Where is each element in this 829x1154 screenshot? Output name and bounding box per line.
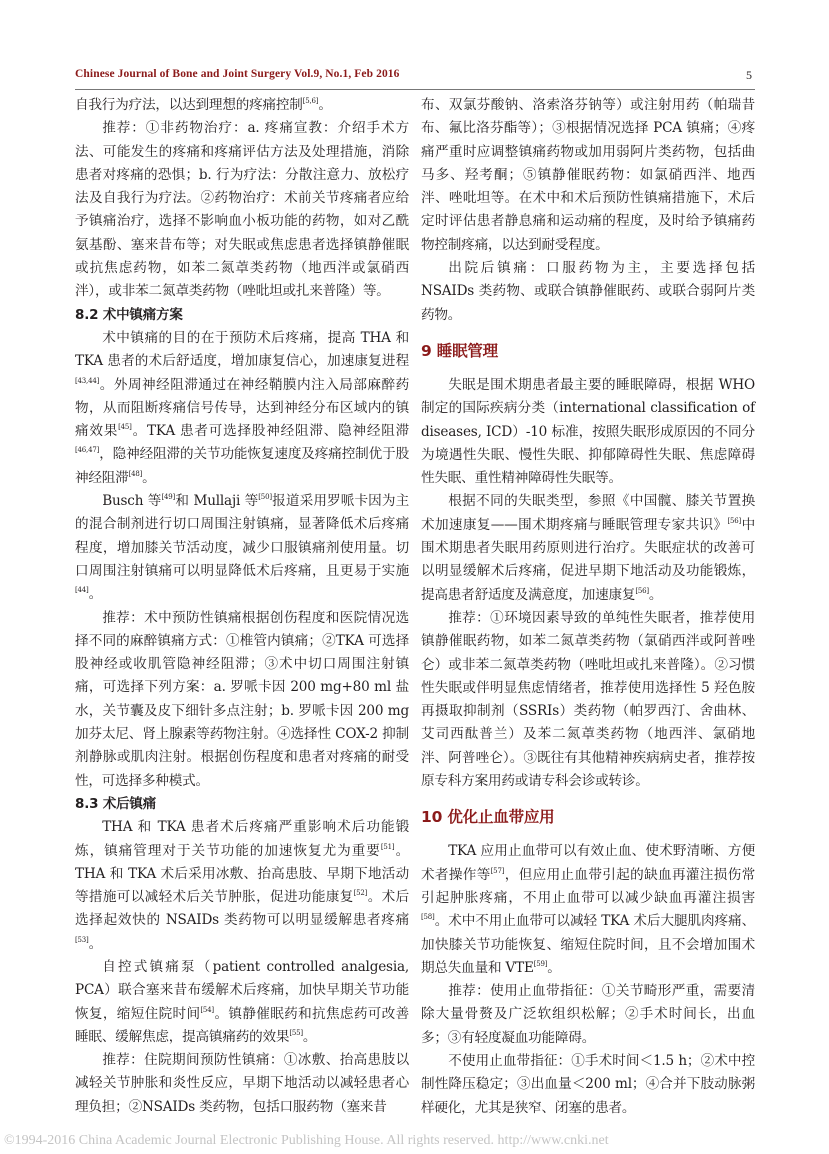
text-run: 。镇静催眠药和抗焦虑药可改善睡眠、缓解焦虑，提高镇痛药的效果 — [75, 1005, 410, 1045]
text-run: 10 优化止血带应用 — [421, 808, 555, 827]
page-number: 5 — [746, 68, 752, 82]
text-run: 。 — [648, 586, 663, 603]
section-heading — [75, 304, 409, 327]
citation-ref: [58] — [421, 913, 435, 922]
text-run: 失眠是围术期患者最主要的睡眠障碍，根据 WHO 制定的国际疾病分类（international classification of diseases, ICD）-10 标准，按照失眠形成原因的不同分为境遇性失眠、慢性失眠、抑郁障碍性失眠、焦虑障碍性失眠、重性精神障碍性失眠等。 — [421, 376, 755, 487]
paragraph — [421, 94, 755, 257]
paragraph — [75, 117, 409, 303]
citation-ref: [57] — [490, 866, 505, 875]
header-rule — [75, 89, 755, 90]
paragraph — [421, 840, 755, 980]
text-run: 。 — [142, 469, 156, 486]
citation-ref: [49] — [161, 493, 176, 502]
text-run: 8.3 术后镇痛 — [75, 795, 157, 812]
right-column — [421, 94, 755, 1120]
paragraph — [421, 374, 755, 490]
text-run: 。术中不用止血带可以减轻 TKA 术后大腿肌肉疼痛、加快膝关节功能恢复、缩短住院时间，且不会增加围术期总失血量和 VTE — [421, 913, 755, 976]
text-run: 推荐：①环境因素导致的单纯性失眠者，推荐使用镇静催眠药物，如苯二氮䓬类药物（氯硝西泮或阿普唑仑）或非苯二氮䓬类药物（唑吡坦或扎来普隆）。②习惯性失眠或伴明显焦虑情绪者，推荐使用选择性 5 羟色胺再摄取抑制剂（SSRIs）类药物（帕罗西汀、舍曲林、艾司西酞普兰）及苯二氮䓬类药物（地西泮、氯硝地泮、阿普唑仑）。③既往有其他精神疾病病史者，推荐按原专科方案用药或请专科会诊或转诊。 — [421, 609, 755, 790]
citation-ref: [50] — [258, 493, 272, 502]
text-run: 。外周神经阻滞通过在神经鞘膜内注入局部麻醉药物，从而阻断疼痛信号传导，达到神经分布区域内的镇痛效果 — [75, 376, 409, 440]
text-run: 9 睡眠管理 — [421, 341, 498, 360]
citation-ref: [54] — [200, 1005, 214, 1014]
text-run: 根据不同的失眠类型，参照《中国髋、膝关节置换术加速康复——围术期疼痛与睡眠管理专家共识》 — [421, 493, 755, 533]
paragraph — [421, 257, 755, 327]
text-run: 。 — [88, 586, 102, 603]
running-header: Chinese Journal of Bone and Joint Surgery Vol.9, No.1, Feb 2016 — [75, 68, 400, 80]
text-run: 自我行为疗法，以达到理想的疼痛控制 — [75, 97, 303, 113]
text-run: 。术后选择起效快的 NSAIDs 类药物可以明显缓解患者疼痛 — [75, 889, 409, 929]
text-run: 推荐：住院期间预防性镇痛：①冰敷、抬高患肢以减轻关节肿胀和炎性反应，早期下地活动以减轻患者心理负担；②NSAIDs 类药物，包括口服药物（塞来昔 — [75, 1052, 409, 1115]
copyright-footer: ©1994-2016 China Academic Journal Electronic Publishing House. All rights reserved. http://www.cnki.net — [4, 1133, 609, 1148]
text-run: 不使用止血带指征：①手术时间＜1.5 h；②术中控制性降压稳定；③出血量＜200 ml；④合并下肢动脉粥样硬化，尤其是狭窄、闭塞的患者。 — [421, 1052, 755, 1116]
paragraph — [421, 490, 755, 606]
citation-ref: [56] — [635, 586, 649, 595]
citation-ref: [56] — [727, 516, 742, 525]
paragraph — [421, 607, 755, 793]
citation-ref: [48] — [128, 469, 143, 478]
citation-ref: [43,44] — [75, 376, 100, 385]
citation-ref: [5,6] — [302, 97, 319, 105]
text-run: 。 — [88, 935, 102, 952]
text-run: ，隐神经阻滞的关节功能恢复速度及疼痛控制优于股神经阻滞 — [75, 446, 409, 486]
text-run: 中围术期患者失眠用药原则进行治疗。失眠症状的改善可以明显缓解术后疼痛，促进早期下地活动及功能锻炼，提高患者舒适度及满意度，加速康复 — [421, 516, 755, 603]
text-run: THA 和 TKA 患者术后疼痛严重影响术后功能锻炼，镇痛管理对于关节功能的加速恢复尤为重要 — [75, 819, 409, 859]
citation-ref: [45] — [118, 423, 132, 432]
section-heading — [421, 805, 755, 829]
left-column — [75, 94, 409, 1119]
paragraph — [421, 980, 755, 1050]
section-heading — [75, 793, 409, 816]
text-run: 。 — [302, 1028, 317, 1045]
text-run: 推荐：术中预防性镇痛根据创伤程度和医院情况选择不同的麻醉镇痛方式：①椎管内镇痛；②TKA 可选择股神经或收肌管隐神经阻滞；③术中切口周围注射镇痛，可选择下列方案：a. 罗哌卡因 200 mg+80 ml 盐水，关节囊及皮下细针多点注射；b. 罗哌卡因 200 mg 加芬太尼、肾上腺素等药物注射。④选择性 COX-2 抑制剂静脉或肌肉注射。根据创伤程度和患者对疼痛的耐受性，可选择多种模式。 — [75, 609, 409, 789]
paragraph — [75, 1049, 409, 1119]
text-run: 出院后镇痛：口服药物为主，主要选择包括 NSAIDs 类药物、或联合镇静催眠药、或联合弱阿片类药物。 — [421, 260, 755, 323]
text-run: 。 — [318, 97, 332, 113]
citation-ref: [59] — [533, 959, 548, 968]
section-heading — [421, 339, 755, 363]
text-run: 布、双氯芬酸钠、洛索洛芬钠等）或注射用药（帕瑞昔布、氟比洛芬酯等）；③根据情况选择 PCA 镇痛；④疼痛严重时应调整镇痛药物或加用弱阿片类药物，包括曲马多、羟考酮；⑤镇静催眠药物：如氯硝西泮、地西泮、唑吡坦等。在术中和术后预防性镇痛措施下，术后定时评估患者静息痛和运动痛的程度，及时给予镇痛药物控制疼痛，以达到耐受程度。 — [421, 97, 755, 253]
text-run: 术中镇痛的目的在于预防术后疼痛，提高 THA 和 TKA 患者的术后舒适度，增加康复信心，加速康复进程 — [75, 329, 409, 370]
citation-ref: [46,47] — [75, 446, 100, 455]
text-run: TKA 应用止血带可以有效止血、使术野清晰、方便术者操作等 — [421, 843, 755, 883]
citation-ref: [53] — [75, 935, 89, 944]
paragraph — [75, 956, 409, 1049]
text-run: 报道采用罗哌卡因为主的混合制剂进行切口周围注射镇痛，显著降低术后疼痛程度，增加膝关节活动度，减少口服镇痛剂使用量。切口周围注射镇痛可以明显降低术后疼痛，且更易于实施 — [75, 493, 409, 579]
text-run: 。TKA 患者可选择股神经阻滞、隐神经阻滞 — [131, 423, 410, 440]
text-run: 推荐：①非药物治疗：a. 疼痛宣教：介绍手术方法、可能发生的疼痛和疼痛评估方法及处理措施，消除患者对疼痛的恐惧；b. 行为疗法：分散注意力、放松疗法及自我行为疗法。②药物治疗：术前关节疼痛者应给予镇痛治疗，选择不影响血小板功能的药物，如对乙酰氨基酚、塞来昔布等；对失眠或焦虑患者选择镇静催眠或抗焦虑药物，如苯二氮䓬类药物（地西泮或氯硝西泮），或非苯二氮䓬类药物（唑吡坦或扎来普隆）等。 — [75, 120, 409, 300]
citation-ref: [55] — [289, 1028, 303, 1037]
paragraph — [75, 816, 409, 956]
paragraph — [75, 607, 409, 793]
paragraph — [75, 94, 409, 117]
text-run: 。 — [547, 959, 561, 976]
text-run: 。THA 和 TKA 术后采用冰敷、抬高患肢、早期下地活动等措施可以减轻术后关节肿胀，促进功能康复 — [75, 842, 409, 906]
citation-ref: [52] — [353, 889, 368, 898]
paragraph — [75, 490, 409, 606]
paragraph — [421, 1050, 755, 1120]
text-run: ，但应用止血带引起的缺血再灌注损伤常引起肿胀疼痛，不用止血带可以减少缺血再灌注损害 — [421, 866, 755, 906]
citation-ref: [51] — [380, 842, 395, 851]
text-run: 推荐：使用止血带指征：①关节畸形严重，需要清除大量骨赘及广泛软组织松解；②手术时间长，出血多；③有轻度凝血功能障碍。 — [421, 983, 755, 1046]
text-run: 自控式镇痛泵（patient controlled analgesia, PCA）联合塞来昔布缓解术后疼痛，加快早期关节功能恢复，缩短住院时间 — [75, 958, 409, 1022]
citation-ref: [44] — [75, 586, 89, 595]
text-run: 8.2 术中镇痛方案 — [75, 306, 183, 323]
text-run: 和 Mullaji 等 — [175, 493, 259, 510]
text-run: Busch 等 — [102, 493, 162, 510]
paragraph — [75, 327, 409, 490]
